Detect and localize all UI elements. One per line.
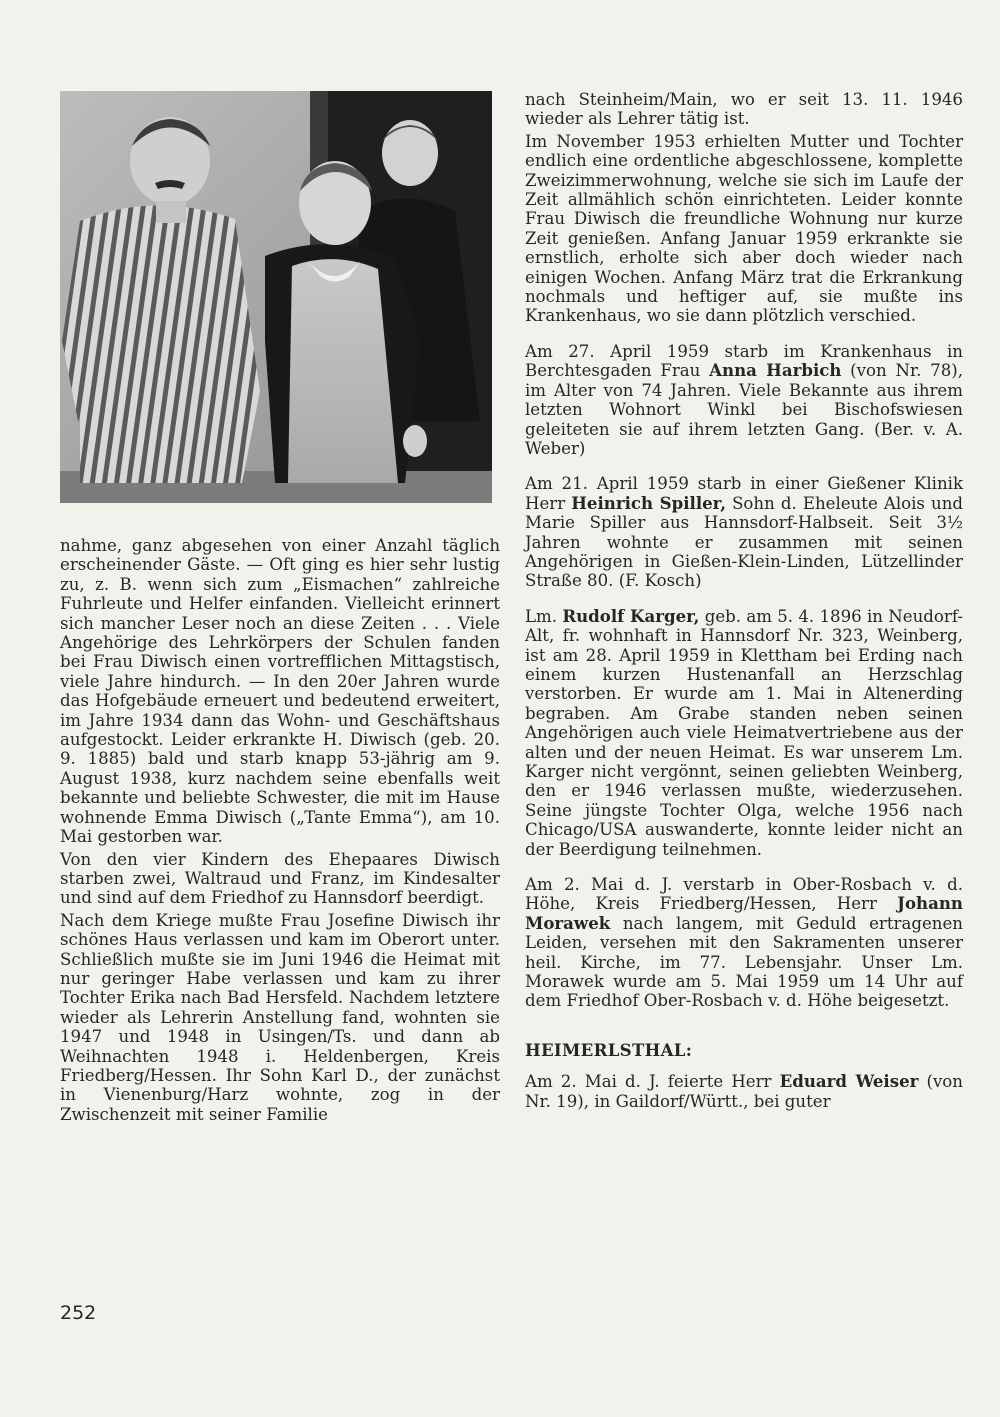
obituary-karger-name: Rudolf Karger,	[562, 605, 700, 626]
obituary-harbich-before: Am 27. April 1959 starb im Krankenhaus in Berchtesgaden Frau	[525, 341, 963, 381]
obituary-spiller-name: Heinrich Spiller,	[571, 492, 726, 513]
left-paragraph-2: Von den vier Kindern des Ehepaares Diwisch starben zwei, Waltraud und Franz, im Kindesalter und sind auf dem Friedhof zu Hannsdorf beerdigt.	[60, 849, 500, 908]
obituary-spiller-after: Sohn d. Eheleute Alois und Marie Spiller aus Hannsdorf-Halbseit. Seit 3½ Jahren wohnte er zusammen mit seinen Angehörigen in Gießen-Klein-Linden, Lützellinder Straße 80. (F. Kosch)	[525, 493, 963, 591]
obituary-harbich-after: (von Nr. 78), im Alter von 74 Jahren. Viele Bekannte aus ihrem letzten Wohnort Winkl bei Bischofswiesen geleiteten sie auf ihrem letzten Gang. (Ber. v. A. Weber)	[525, 361, 964, 458]
obituary-harbich	[525, 342, 963, 458]
obituary-morawek-name: Johann Morawek	[525, 893, 963, 933]
obituary-karger-before: Lm.	[525, 606, 563, 626]
left-paragraph-3: Nach dem Kriege mußte Frau Josefine Diwisch ihr schönes Haus verlassen und kam im Oberort unter. Schließlich mußte sie im Juni 1946 die Heimat mit nur geringer Habe verlassen und kam zu ihrer Tochter Erika nach Bad Hersfeld. Nachdem letztere wieder als Lehrerin Anstellung fand, wohnten sie 1947 und 1948 in Usingen/Ts. und dann ab Weihnachten 1948 i. Heldenbergen, Kreis Friedberg/Hessen. Ihr Sohn Karl D., der zunächst in Vienenburg/Harz wohnte, zog in der Zwischenzeit mit seiner Familie	[60, 910, 500, 1124]
obituary-morawek-before: Am 2. Mai d. J. verstarb in Ober-Rosbach v. d. Höhe, Kreis Friedberg/Hessen, Herr	[525, 875, 963, 914]
right-paragraph-1: nach Steinheim/Main, wo er seit 13. 11. 1946 wieder als Lehrer tätig ist.	[525, 90, 963, 129]
birthday-weiser	[525, 1072, 963, 1111]
left-paragraph-1: nahme, ganz abgesehen von einer Anzahl täglich erscheinender Gäste. — Oft ging es hier sehr lustig zu, z. B. wenn sich zum „Eismachen“ zahlreiche Fuhrleute und Helfer einfanden. Vielleicht erinnert sich mancher Leser noch an diese Zeiten . . . Viele Angehörige des Lehrkörpers der Schulen fanden bei Frau Diwisch einen vortrefflichen Mittagstisch, viele Jahre hindurch. — In den 20er Jahren wurde das Hofgebäude erneuert und bedeutend erweitert, im Jahre 1934 dann das Wohn- und Geschäftshaus aufgestockt. Leider erkrankte H. Diwisch (geb. 20. 9. 1885) bald und starb knapp 53-jährig am 9. August 1938, kurz nachdem seine ebenfalls weit bekannte und beliebte Schwester, die mit im Hause wohnende Emma Diwisch („Tante Emma“), am 10. Mai gestorben war.	[60, 536, 500, 847]
right-column	[525, 90, 963, 1114]
portrait-photo-illustration	[60, 91, 492, 503]
obituary-karger-after: geb. am 5. 4. 1896 in Neudorf-Alt, fr. wohnhaft in Hannsdorf Nr. 323, Weinberg, ist am 28. April 1959 in Klettham bei Erding nach einem kurzen Hustenanfall an Herzschlag verstorben. Er wurde am 1. Mai in Altenerding begraben. Am Grabe standen neben seinen Angehörigen auch viele Heimatvertriebene aus der alten und der neuen Heimat. Es war unserem Lm. Karger nicht vergönnt, seinen geliebten Weinberg, den er 1946 verlassen mußte, wiederzusehen. Seine jüngste Tochter Olga, welche 1956 nach Chicago/USA auswanderte, konnte leider nicht an der Beerdigung teilnehmen.	[525, 606, 963, 859]
obituary-morawek	[525, 875, 963, 1011]
obituary-morawek-after: nach langem, mit Geduld ertragenen Leiden, versehen mit den Sakramenten unserer heil. Kirche, im 77. Lebensjahr. Unser Lm. Morawek wurde am 5. Mai 1959 um 14 Uhr auf dem Friedhof Ober-Rosbach v. d. Höhe beigesetzt.	[525, 913, 963, 1011]
birthday-weiser-after: (von Nr. 19), in Gaildorf/Württ., bei guter	[525, 1072, 963, 1111]
obituary-spiller	[525, 474, 963, 590]
obituary-harbich-name: Anna Harbich	[709, 360, 842, 381]
obituary-spiller-before: Am 21. April 1959 starb in einer Gießener Klinik Herr	[525, 474, 963, 513]
portrait-photo	[60, 91, 492, 503]
left-column	[60, 536, 500, 1127]
page-number: 252	[60, 1302, 97, 1324]
obituary-karger	[525, 607, 963, 859]
right-paragraph-2: Im November 1953 erhielten Mutter und Tochter endlich eine ordentliche abgeschlossene, komplette Zweizimmerwohnung, welche sie sich im Laufe der Zeit allmählich schön einrichteten. Leider konnte Frau Diwisch die freundliche Wohnung nur kurze Zeit genießen. Anfang Januar 1959 erkrankte sie ernstlich, erholte sich aber doch wieder nach einigen Wochen. Anfang März trat die Erkrankung nochmals und heftiger auf, sie mußte ins Krankenhaus, wo sie dann plötzlich verschied.	[525, 131, 963, 326]
section-heading: HEIMERLSTHAL:	[525, 1039, 693, 1060]
birthday-weiser-before: Am 2. Mai d. J. feierte Herr	[525, 1072, 780, 1092]
birthday-weiser-name: Eduard Weiser	[779, 1071, 919, 1092]
